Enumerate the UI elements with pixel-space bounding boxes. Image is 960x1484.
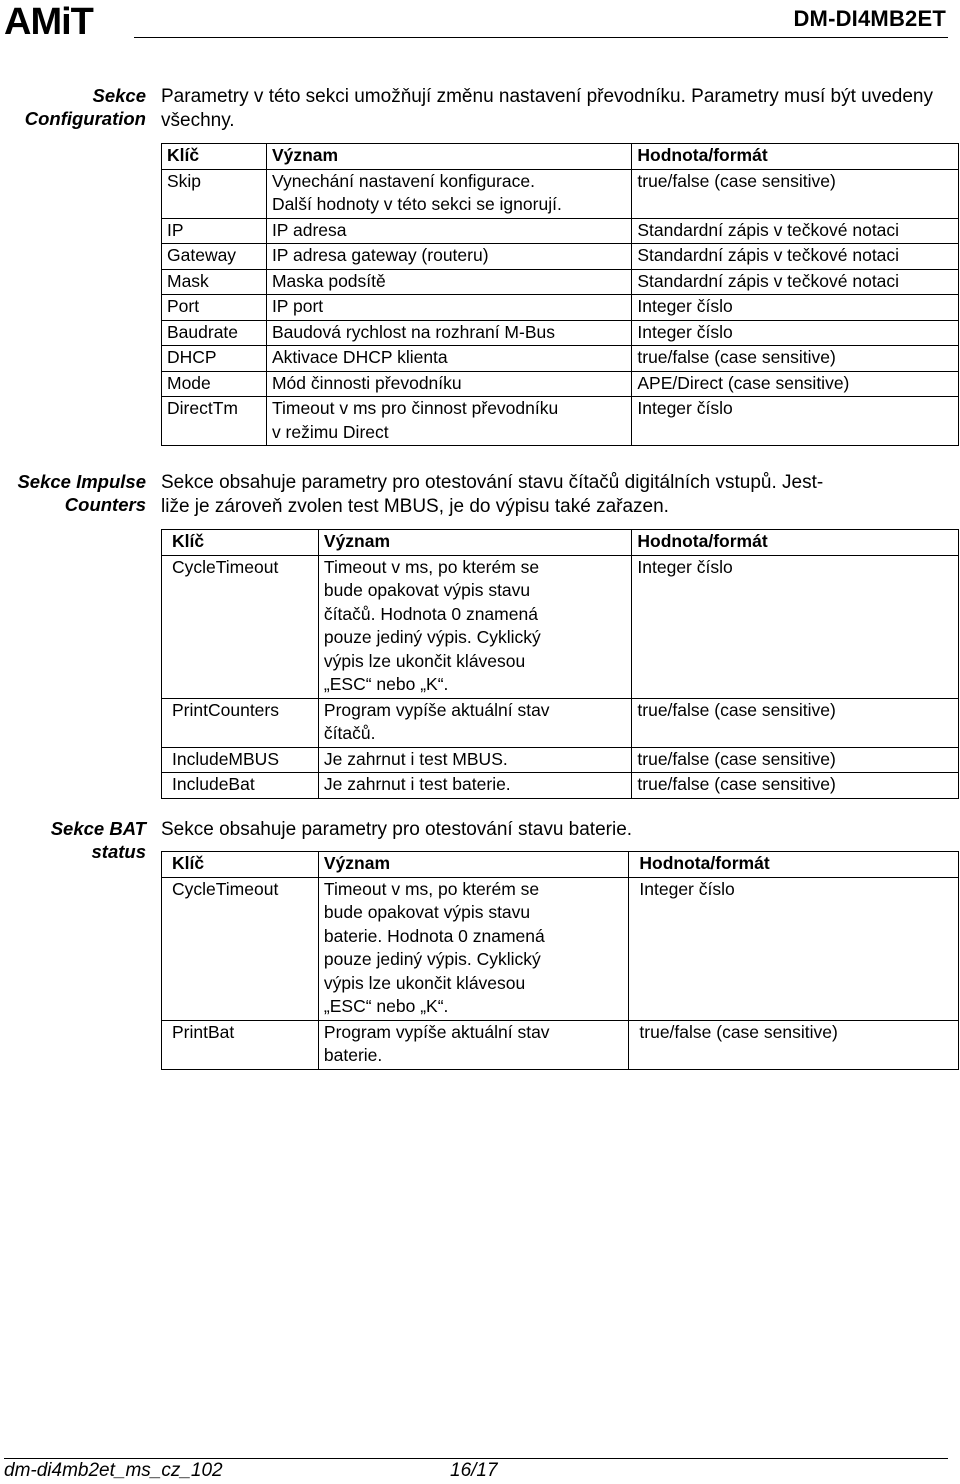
row-value: true/false (case sensitive) bbox=[629, 1020, 959, 1069]
table-header-row bbox=[162, 852, 959, 878]
table-row bbox=[162, 244, 959, 270]
row-key: IncludeBat bbox=[162, 773, 319, 799]
row-meaning: Maska podsítě bbox=[266, 269, 631, 295]
row-value: true/false (case sensitive) bbox=[632, 773, 959, 799]
table-header-row bbox=[162, 144, 959, 170]
footer-document-id: dm-di4mb2et_ms_cz_102 bbox=[4, 1460, 223, 1481]
row-value: Standardní zápis v tečkové notaci bbox=[632, 269, 959, 295]
impulse-counters-table bbox=[161, 529, 959, 799]
footer-page-number: 16/17 bbox=[450, 1460, 498, 1481]
row-key: PrintBat bbox=[162, 1020, 319, 1069]
table-row bbox=[162, 747, 959, 773]
row-meaning: Timeout v ms, po kterém se bude opakovat výpis stavu baterie. Hodnota 0 znamená pouze jediný výpis. Cyklický výpis lze ukončit klávesou „ESC“ nebo „K“. bbox=[318, 877, 628, 1020]
row-key: Skip bbox=[162, 169, 267, 218]
section-label-configuration: Sekce Configuration bbox=[24, 85, 146, 129]
row-value: true/false (case sensitive) bbox=[632, 698, 959, 747]
row-meaning: IP port bbox=[266, 295, 631, 321]
table-row bbox=[162, 169, 959, 218]
row-key: IP bbox=[162, 218, 267, 244]
table-row bbox=[162, 397, 959, 446]
row-meaning: Timeout v ms, po kterém se bude opakovat výpis stavu čítačů. Hodnota 0 znamená pouze jediný výpis. Cyklický výpis lze ukončit klávesou „ESC“ nebo „K“. bbox=[318, 555, 631, 698]
row-key: Gateway bbox=[162, 244, 267, 270]
bat-status-table bbox=[161, 851, 959, 1070]
row-key: Port bbox=[162, 295, 267, 321]
column-header-value: Hodnota/formát bbox=[632, 530, 959, 556]
row-value: APE/Direct (case sensitive) bbox=[632, 371, 959, 397]
row-meaning: Program vypíše aktuální stav baterie. bbox=[318, 1020, 628, 1069]
row-value: Integer číslo bbox=[629, 877, 959, 1020]
table-row bbox=[162, 1020, 959, 1069]
table-row bbox=[162, 218, 959, 244]
section-intro-bat-status: Sekce obsahuje parametry pro otestování stavu baterie. bbox=[161, 819, 633, 840]
row-key: Mode bbox=[162, 371, 267, 397]
column-header-meaning: Význam bbox=[318, 852, 628, 878]
row-key: CycleTimeout bbox=[162, 877, 319, 1020]
column-header-meaning: Význam bbox=[318, 530, 631, 556]
row-value: Standardní zápis v tečkové notaci bbox=[632, 244, 959, 270]
column-header-key: Klíč bbox=[162, 852, 319, 878]
row-meaning: IP adresa gateway (routeru) bbox=[266, 244, 631, 270]
section-intro-impulse-counters: Sekce obsahuje parametry pro otestování stavu čítačů digitálních vstupů. Jest- liže je zároveň zvolen test MBUS, je do výpisu také zařazen. bbox=[161, 472, 824, 517]
row-key: PrintCounters bbox=[162, 698, 319, 747]
section-label-bat-status: Sekce BAT status bbox=[50, 818, 146, 862]
header-rule bbox=[134, 37, 948, 38]
document-title: DM-DI4MB2ET bbox=[793, 6, 946, 31]
row-value: Standardní zápis v tečkové notaci bbox=[632, 218, 959, 244]
table-row bbox=[162, 346, 959, 372]
table-row bbox=[162, 877, 959, 1020]
row-value: Integer číslo bbox=[632, 397, 959, 446]
table-row bbox=[162, 269, 959, 295]
row-value: true/false (case sensitive) bbox=[632, 747, 959, 773]
row-meaning: Mód činnosti převodníku bbox=[266, 371, 631, 397]
row-value: true/false (case sensitive) bbox=[632, 346, 959, 372]
row-meaning: Program vypíše aktuální stav čítačů. bbox=[318, 698, 631, 747]
row-meaning: Baudová rychlost na rozhraní M-Bus bbox=[266, 320, 631, 346]
column-header-value: Hodnota/formát bbox=[629, 852, 959, 878]
column-header-meaning: Význam bbox=[266, 144, 631, 170]
row-key: Mask bbox=[162, 269, 267, 295]
column-header-key: Klíč bbox=[162, 144, 267, 170]
row-value: Integer číslo bbox=[632, 555, 959, 698]
row-key: Baudrate bbox=[162, 320, 267, 346]
column-header-value: Hodnota/formát bbox=[632, 144, 959, 170]
row-meaning: IP adresa bbox=[266, 218, 631, 244]
row-value: Integer číslo bbox=[632, 295, 959, 321]
row-meaning: Je zahrnut i test MBUS. bbox=[318, 747, 631, 773]
table-row bbox=[162, 295, 959, 321]
table-row bbox=[162, 773, 959, 799]
svg-text:AMiT: AMiT bbox=[4, 2, 93, 38]
row-meaning: Je zahrnut i test baterie. bbox=[318, 773, 631, 799]
row-meaning: Aktivace DHCP klienta bbox=[266, 346, 631, 372]
row-value: Integer číslo bbox=[632, 320, 959, 346]
table-row bbox=[162, 320, 959, 346]
table-row bbox=[162, 371, 959, 397]
row-key: DHCP bbox=[162, 346, 267, 372]
row-meaning: Vynechání nastavení konfigurace. Další hodnoty v této sekci se ignorují. bbox=[266, 169, 631, 218]
row-value: true/false (case sensitive) bbox=[632, 169, 959, 218]
row-key: IncludeMBUS bbox=[162, 747, 319, 773]
configuration-table bbox=[161, 143, 959, 446]
table-header-row bbox=[162, 530, 959, 556]
row-key: CycleTimeout bbox=[162, 555, 319, 698]
row-key: DirectTm bbox=[162, 397, 267, 446]
section-label-impulse-counters: Sekce Impulse Counters bbox=[17, 471, 146, 515]
page-header bbox=[0, 0, 960, 44]
column-header-key: Klíč bbox=[162, 530, 319, 556]
footer-rule bbox=[4, 1458, 948, 1459]
section-intro-configuration: Parametry v této sekci umožňují změnu nastavení převodníku. Parametry musí být uvedeny všechny. bbox=[161, 86, 933, 131]
table-row bbox=[162, 698, 959, 747]
row-meaning: Timeout v ms pro činnost převodníku v režimu Direct bbox=[266, 397, 631, 446]
amit-logo bbox=[4, 2, 134, 38]
table-row bbox=[162, 555, 959, 698]
